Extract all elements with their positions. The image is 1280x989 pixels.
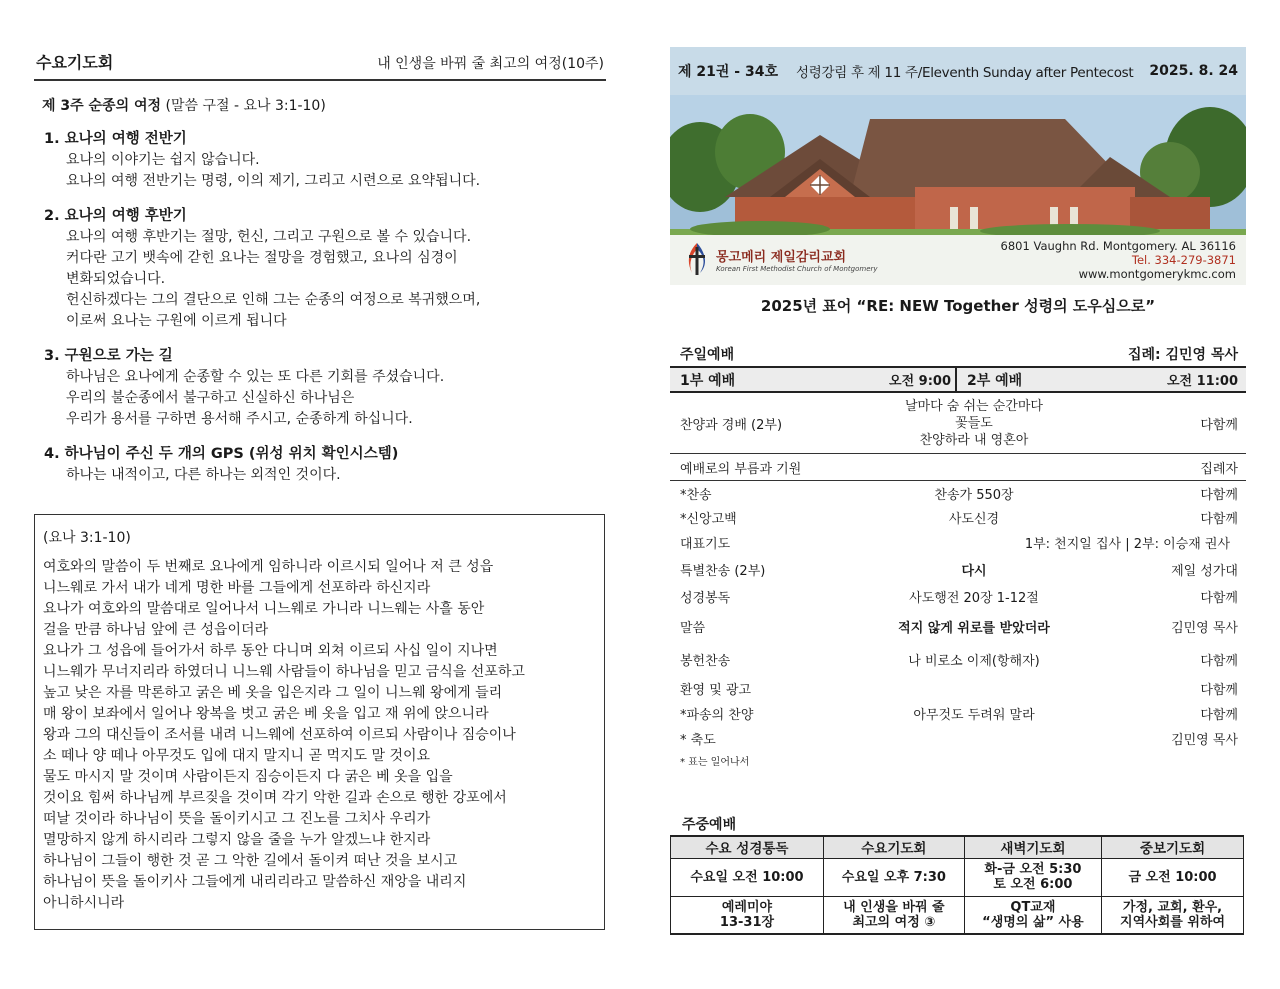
order-item: 찬양과 경배 (2부) xyxy=(680,418,783,433)
weekday-header: 수요기도회 xyxy=(823,836,964,858)
scripture-line: 것이요 힘써 하나님께 부르짖을 것이며 각기 악한 길과 손으로 행한 강포에서 xyxy=(43,790,507,806)
section-line: 하나님은 요나에게 순종할 수 있는 또 다른 기회를 주셨습니다. xyxy=(66,369,445,385)
order-row xyxy=(670,583,1246,610)
scripture-line: 하나님이 그들이 행한 것 곧 그 악한 길에서 돌이켜 떠난 것을 보시고 xyxy=(43,853,458,869)
scripture-line: 떠날 것이라 하나님이 뜻을 돌이키시고 그 진노를 그치사 우리가 xyxy=(43,811,431,827)
order-content: 사도신경 xyxy=(948,511,1000,527)
section-line: 요나의 이야기는 쉽지 않습니다. xyxy=(66,152,260,168)
order-row xyxy=(670,529,1246,556)
order-item: *신앙고백 xyxy=(680,511,737,527)
church-website[interactable]: www.montgomerykmc.com xyxy=(1078,267,1236,281)
weekday-services-title: 주중예배 xyxy=(682,817,737,833)
order-row xyxy=(670,725,1246,751)
order-content: 적지 않게 위로를 받았더라 xyxy=(898,620,1050,636)
church-address: 6801 Vaughn Rd. Montgomery. AL 36116 xyxy=(1000,239,1236,253)
order-participant: 다함께 xyxy=(1200,487,1238,503)
weekday-time: 화-금 오전 5:30 토 오전 6:00 xyxy=(964,858,1101,896)
order-content: 다시 xyxy=(961,564,987,579)
order-item: 봉헌찬송 xyxy=(680,653,731,669)
weekday-time: 금 오전 10:00 xyxy=(1102,858,1244,896)
church-name-english: Korean First Methodist Church of Montgomery xyxy=(716,264,878,273)
service-leader: 집례: 김민영 목사 xyxy=(1127,347,1238,363)
section-line: 요나의 여행 후반기는 절망, 헌신, 그리고 구원으로 볼 수 있습니다. xyxy=(66,229,472,245)
weekday-topic: 예레미야 13-31장 xyxy=(671,896,824,934)
weekday-header: 수요 성경통독 xyxy=(671,836,824,858)
order-participant: 다함께 xyxy=(1200,591,1238,606)
section-line: 변화되었습니다. xyxy=(66,271,166,287)
scripture-line: 니느웨로 가서 내가 네게 명한 바를 그들에게 선포하라 하신지라 xyxy=(43,580,431,596)
week-heading xyxy=(42,95,606,115)
weekday-topic: QT교재 “생명의 삶” 사용 xyxy=(964,896,1101,934)
order-participant: 다함께 xyxy=(1200,418,1238,433)
order-item: 환영 및 광고 xyxy=(680,683,752,698)
order-row-praise xyxy=(670,394,1246,454)
page-header xyxy=(34,50,606,81)
sunday-service xyxy=(670,344,1246,768)
bulletin-banner xyxy=(670,47,1246,285)
scripture-line: 왕과 그의 대신들이 조서를 내려 니느웨에 선포하여 이르되 사람이나 짐승이나 xyxy=(43,727,516,743)
scripture-line: 높고 낮은 자를 막론하고 굵은 베 옷을 입은지라 그 일이 니느웨 왕에게 들리 xyxy=(43,685,503,701)
order-participant: 다함께 xyxy=(1200,511,1238,527)
volume-number: 제 21권 - 34호 xyxy=(678,64,778,80)
church-logo xyxy=(682,241,878,277)
section-heading: 2. 요나의 여행 후반기 xyxy=(44,208,187,224)
weekday-time: 수요일 오후 7:30 xyxy=(823,858,964,896)
issue-bar xyxy=(670,47,1246,95)
sermon-outline xyxy=(34,129,606,486)
liturgical-sunday: 성령강림 후 제 11 주/Eleventh Sunday after Pentecost xyxy=(795,65,1134,81)
scripture-line: 여호와의 말씀이 두 번째로 요나에게 임하니라 이르시되 일어나 저 큰 성읍 xyxy=(43,559,494,575)
issue-date: 2025. 8. 24 xyxy=(1149,63,1238,79)
weekday-topic: 가정, 교회, 환우, 지역사회를 위하여 xyxy=(1102,896,1244,934)
weekday-time: 수요일 오전 10:00 xyxy=(671,858,824,896)
order-content: 나 비로소 이제(항해자) xyxy=(908,653,1040,669)
order-content: 아무것도 두려워 말라 xyxy=(913,707,1035,723)
order-item: 성경봉독 xyxy=(680,591,731,606)
section-line: 우리가 용서를 구하면 용서해 주시고, 순종하게 하십니다. xyxy=(66,411,413,427)
praise-song: 날마다 숨 쉬는 순간마다 xyxy=(905,399,1043,414)
order-participant: 제일 성가대 xyxy=(1171,564,1238,579)
order-row xyxy=(670,676,1246,701)
order-participant: 다함께 xyxy=(1200,707,1238,723)
order-participant: 1부: 천지일 집사 | 2부: 이승재 권사 xyxy=(1024,537,1230,552)
outline-section xyxy=(44,444,606,486)
scripture-line: 걸을 만큼 하나님 앞에 큰 성읍이더라 xyxy=(43,622,269,638)
scripture-text xyxy=(43,557,596,914)
church-name-korean: 몽고메리 제일감리교회 xyxy=(716,249,847,265)
section-line: 이로써 요나는 구원에 이르게 됩니다 xyxy=(66,313,287,329)
order-item: 말씀 xyxy=(680,620,706,636)
week-title: 제 3주 순종의 여정 xyxy=(42,98,162,114)
order-participant: 김민영 목사 xyxy=(1171,620,1238,636)
scripture-line: 요나가 여호와의 말씀대로 일어나서 니느웨로 가니라 니느웨는 사흘 동안 xyxy=(43,601,485,617)
outline-section xyxy=(44,206,606,332)
standing-note: * 표는 일어나서 xyxy=(680,757,750,768)
outline-section xyxy=(44,129,606,192)
weekday-header: 중보기도회 xyxy=(1102,836,1244,858)
bulletin-page xyxy=(670,47,1246,935)
scripture-line: 소 떼나 양 떼나 아무것도 입에 대지 말지니 곧 먹지도 말 것이요 xyxy=(43,748,431,764)
first-service-time: 오전 9:00 xyxy=(889,374,951,389)
order-participant: 다함께 xyxy=(1200,653,1238,669)
section-line: 커다란 고기 뱃속에 갇힌 요나는 절망을 경험했고, 요나의 심경이 xyxy=(66,250,458,266)
cross-flame-icon xyxy=(682,241,712,277)
praise-song: 꽃들도 xyxy=(955,416,993,431)
section-line: 우리의 불순종에서 불구하고 신실하신 하나님은 xyxy=(66,390,355,406)
outline-section xyxy=(44,346,606,430)
section-heading: 3. 구원으로 가는 길 xyxy=(44,348,173,364)
order-content: 사도행전 20장 1-12절 xyxy=(909,591,1039,606)
weekday-services-table xyxy=(670,835,1244,935)
scripture-line: 매 왕이 보좌에서 일어나 왕복을 벗고 굵은 베 옷을 입고 재 위에 앉으니라 xyxy=(43,706,489,722)
section-heading: 1. 요나의 여행 전반기 xyxy=(44,131,187,147)
scripture-line: 요나가 그 성읍에 들어가서 하루 동안 다니며 외쳐 이르되 사십 일이 지나면 xyxy=(43,643,498,659)
weekday-topic: 내 인생을 바꿔 줄 최고의 여정 ③ xyxy=(823,896,964,934)
order-row xyxy=(670,556,1246,583)
sunday-service-title: 주일예배 xyxy=(680,347,735,363)
church-info-bar xyxy=(670,235,1246,285)
order-item: 예배로의 부름과 기원 xyxy=(680,461,802,477)
order-content: 찬송가 550장 xyxy=(934,487,1014,503)
scripture-line: 멸망하지 않게 하시리라 그렇지 않을 줄을 누가 알겠느냐 한지라 xyxy=(43,832,431,848)
first-service-label: 1부 예배 xyxy=(680,372,736,389)
scripture-reference: (요나 3:1-10) xyxy=(43,530,131,546)
weekday-services xyxy=(670,814,1246,935)
series-title: 내 인생을 바꿔 줄 최고의 여정(10주) xyxy=(377,56,604,72)
order-of-worship xyxy=(670,454,1246,751)
order-row xyxy=(670,505,1246,529)
section-line: 요나의 여행 전반기는 명령, 이의 제기, 그리고 시련으로 요약됩니다. xyxy=(66,173,481,189)
wednesday-prayer-page xyxy=(34,50,606,486)
order-participant: 집례자 xyxy=(1200,461,1238,477)
order-row xyxy=(670,610,1246,642)
year-theme: 2025년 표어 “RE: NEW Together 성령의 도우심으로” xyxy=(760,297,1156,315)
order-row xyxy=(670,454,1246,481)
order-row xyxy=(670,701,1246,725)
scripture-line: 니느웨가 무너지리라 하였더니 니느웨 사람들이 하나님을 믿고 금식을 선포하고 xyxy=(43,664,525,680)
order-item: * 축도 xyxy=(680,732,716,748)
section-line: 하나는 내적이고, 다른 하나는 외적인 것이다. xyxy=(66,467,341,483)
second-service-time: 오전 11:00 xyxy=(1166,374,1238,389)
order-item: 특별찬송 (2부) xyxy=(680,564,766,579)
scripture-line: 하나님이 뜻을 돌이키사 그들에게 내리리라고 말씀하신 재앙을 내리지 xyxy=(43,874,467,890)
order-item: 대표기도 xyxy=(680,537,731,552)
section-heading: 4. 하나님이 주신 두 개의 GPS (위성 위치 확인시스템) xyxy=(44,446,399,462)
order-item: *찬송 xyxy=(680,487,712,503)
church-contact xyxy=(1001,239,1236,281)
week-reference: (말씀 구절 - 요나 3:1-10) xyxy=(165,98,326,114)
page-title: 수요기도회 xyxy=(36,53,114,72)
order-participant: 다함께 xyxy=(1200,683,1238,698)
scripture-box xyxy=(34,514,605,930)
scripture-line: 아니하시니라 xyxy=(43,895,125,911)
order-participant: 김민영 목사 xyxy=(1171,732,1238,748)
order-row xyxy=(670,481,1246,505)
praise-song: 찬양하라 내 영혼아 xyxy=(919,433,1029,448)
second-service-label: 2부 예배 xyxy=(967,372,1023,389)
church-phone: Tel. 334-279-3871 xyxy=(1131,253,1236,267)
scripture-line: 물도 마시지 말 것이며 사람이든지 짐승이든지 다 굵은 베 옷을 입을 xyxy=(43,769,453,785)
section-line: 헌신하겠다는 그의 결단으로 인해 그는 순종의 여정으로 복귀했으며, xyxy=(66,292,481,308)
weekday-header: 새벽기도회 xyxy=(964,836,1101,858)
order-item: *파송의 찬양 xyxy=(680,707,754,723)
service-times-bar xyxy=(670,366,1246,393)
order-row xyxy=(670,642,1246,676)
